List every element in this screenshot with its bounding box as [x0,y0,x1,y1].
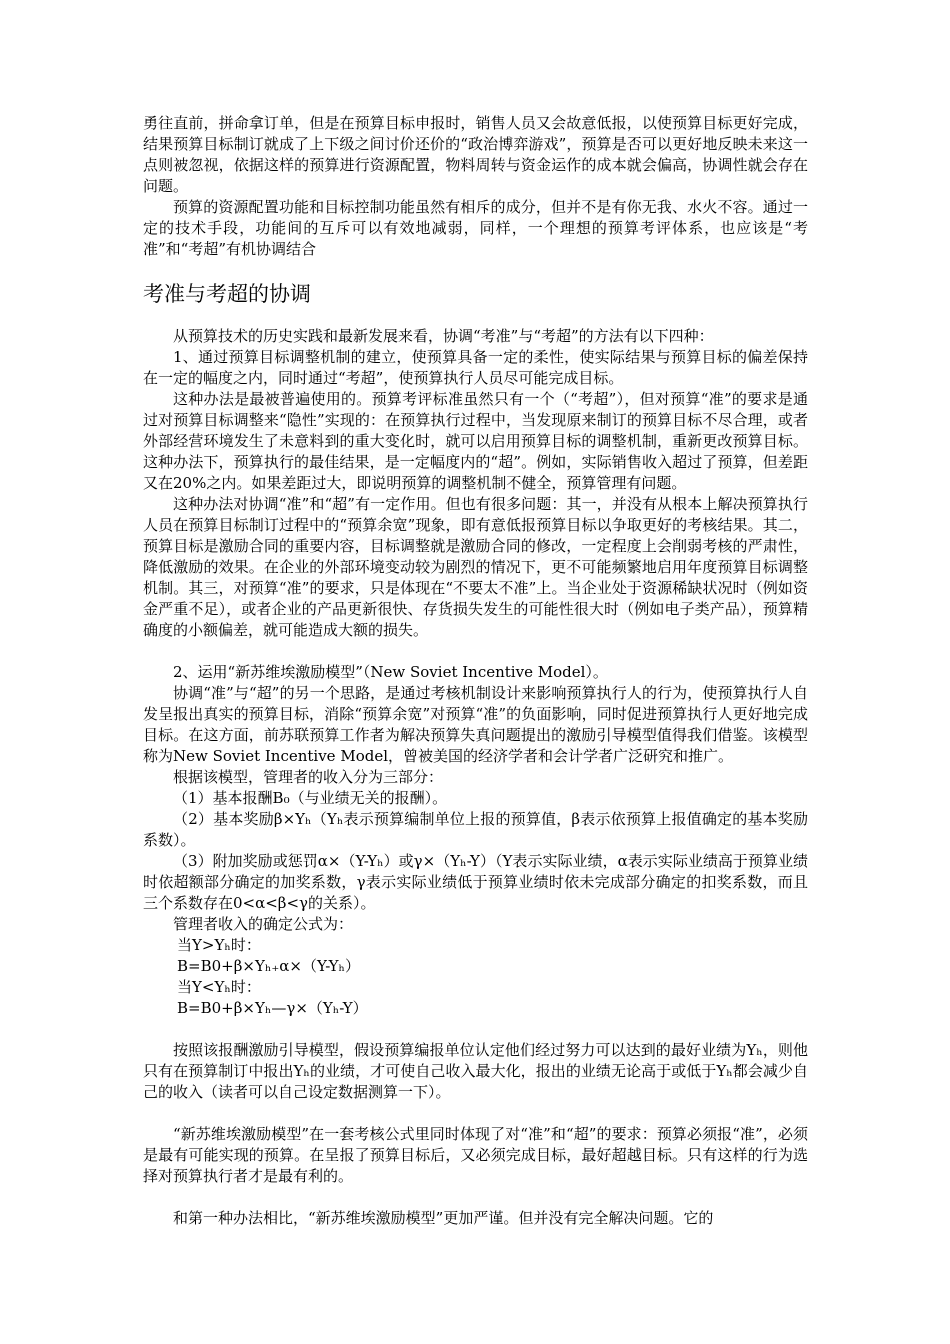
paragraph-gap [143,641,808,662]
paragraph: 管理者收入的确定公式为： [173,915,354,933]
paragraph: 从预算技术的历史实践和最新发展来看，协调“考准”与“考超”的方法有以下四种： [173,327,714,345]
paragraph-gap [143,1019,808,1040]
formula-condition: 当Y>Yₕ时： [177,936,261,954]
paragraph: 这种办法是最被普遍使用的。预算考评标准虽然只有一个（“考超”），但对预算“准”的要求是通过对预算目标调整来“隐性”实现的：在预算执行过程中，当发现原来制订的预算目标不尽合理，或者外部经营环境发生了未意料到的重大变化时，就可以启用预算目标的调整机制，重新更改预算目标。这种办法下，预算执行的最佳结果，是一定幅度内的“超”。例如，实际销售收入超过了预算，但差距又在20%之内。如果差距过大，即说明预算的调整机制不健全，预算管理有问题。 [143,390,808,492]
paragraph: “新苏维埃激励模型”在一套考核公式里同时体现了对“准”和“超”的要求：预算必须报“准”，必须是最有可能实现的预算。在呈报了预算目标后，又必须完成目标，最好超越目标。只有这样的行为选择对预算执行者才是最有利的。 [143,1125,808,1185]
paragraph: 和第一种办法相比，“新苏维埃激励模型”更加严谨。但并没有完全解决问题。它的 [173,1209,714,1227]
paragraph-gap [143,1187,808,1208]
formula: B=B0+β×Yₕ—γ×（Yₕ-Y） [177,999,368,1017]
paragraph: 根据该模型，管理者的收入分为三部分： [173,768,444,786]
formula-condition: 当Y<Yₕ时： [177,978,261,996]
paragraph: 预算的资源配置功能和目标控制功能虽然有相斥的成分，但并不是有你无我、水火不容。通过一定的技术手段，功能间的互斥可以有效地减弱，同样，一个理想的预算考评体系，也应该是“考准”和“考超”有机协调结合 [143,198,808,258]
paragraph: 这种办法对协调“准”和“超”有一定作用。但也有很多问题：其一，并没有从根本上解决预算执行人员在预算目标制订过程中的“预算余宽”现象，即有意低报预算目标以争取更好的考核结果。其二，预算目标是激励合同的重要内容，目标调整就是激励合同的修改，一定程度上会削弱考核的严肃性，降低激励的效果。在企业的外部环境变动较为剧烈的情况下，更不可能频繁地启用年度预算目标调整机制。其三，对预算“准”的要求，只是体现在“不要太不准”上。当企业处于资源稀缺状况时（例如资金严重不足），或者企业的产品更新很快、存货损失发生的可能性很大时（例如电子类产品），预算精确度的小额偏差，就可能造成大额的损失。 [143,495,808,639]
list-item: （1）基本报酬B₀（与业绩无关的报酬）。 [173,789,448,807]
paragraph: 协调“准”与“超”的另一个思路，是通过考核机制设计来影响预算执行人的行为，使预算执行人自发呈报出真实的预算目标，消除“预算余宽”对预算“准”的负面影响，同时促进预算执行人更好地完成目标。在这方面，前苏联预算工作者为解决预算失真问题提出的激励引导模型值得我们借鉴。该模型称为New Soviet Incentive Model，曾被美国的经济学者和会计学者广泛研究和推广。 [143,684,808,765]
list-item: （2）基本奖励β×Yₕ（Yₕ表示预算编制单位上报的预算值，β表示依预算上报值确定的基本奖励系数）。 [143,810,808,849]
section-heading: 考准与考超的协调 [143,282,311,306]
paragraph-gap [143,1103,808,1124]
paragraph-continued: 勇往直前，拼命拿订单，但是在预算目标申报时，销售人员又会故意低报，以使预算目标更好完成，结果预算目标制订就成了上下级之间讨价还价的“政治博弈游戏”，预算是否可以更好地反映未来这一点则被忽视，依据这样的预算进行资源配置，物料周转与资金运作的成本就会偏高，协调性就会存在问题。 [143,114,808,195]
paragraph: 1、通过预算目标调整机制的建立，使预算具备一定的柔性，使实际结果与预算目标的偏差保持在一定的幅度之内，同时通过“考超”，使预算执行人员尽可能完成目标。 [143,348,808,387]
paragraph: 2、运用“新苏维埃激励模型”（New Soviet Incentive Model）。 [173,663,608,681]
list-item: （3）附加奖励或惩罚α×（Y-Yₕ）或γ×（Yₕ-Y）（Y表示实际业绩，α表示实际业绩高于预算业绩时依超额部分确定的加奖系数，γ表示实际业绩低于预算业绩时依未完成部分确定的扣奖系数，而且三个系数存在0<α<β<γ的关系）。 [143,852,808,912]
paragraph: 按照该报酬激励引导模型，假设预算编报单位认定他们经过努力可以达到的最好业绩为Yₕ，则他只有在预算制订中报出Yₕ的业绩，才可使自己收入最大化，报出的业绩无论高于或低于Yₕ都会减少自己的收入（读者可以自己设定数据测算一下）。 [143,1041,808,1101]
document-page [143,113,808,1229]
formula: B=B0+β×Yₕ₊α×（Y-Yₕ） [177,957,361,975]
